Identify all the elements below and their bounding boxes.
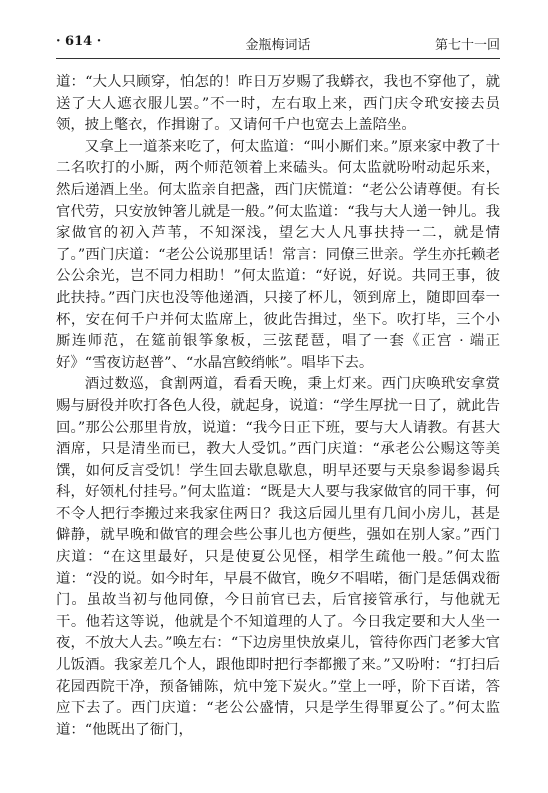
page-number: · 614 · <box>56 34 102 49</box>
header-rule <box>56 58 500 59</box>
paragraph: 又拿上一道茶来吃了，何太监道：“叫小厮们来。”原来家中教了十二名吹打的小厮，两个师范领着上来磕头。何太监就吩咐动起乐来，然后递酒上坐。何太监亲自把盏，西门庆慌道：“老公公请尊便。有长官代劳，只安放钟箸儿就是一般。”何太监道：“我与大人递一钟儿。我家做官的初入芦苇，不知深浅，望乞大人凡事扶持一二，就是情了。”西门庆道：“老公公说那里话！常言：同僚三世亲。学生亦托赖老公公余光，岂不同力相助！”何太监道：“好说，好说。共同王事，彼此扶持。”西门庆也没等他递酒，只接了杯儿，领到席上，随即回奉一杯，安在何千户并何太监席上，彼此告揖过，坐下。吹打毕，三个小厮连师范，在筵前银筝象板，三弦琵琶，唱了一套《正宫 · 端正好》“雪夜访赵普”、“水晶宫鲛绡帐”。唱毕下去。 <box>56 138 500 371</box>
body-text <box>56 72 500 741</box>
chapter-title: 第七十一回 <box>434 38 500 53</box>
book-title: 金瓶梅词话 <box>245 38 311 53</box>
running-header <box>56 34 500 56</box>
paragraph: 酒过数巡，食割两道，看看天晚，秉上灯来。西门庆唤玳安拿赏赐与厨役并吹打各色人役，就起身，说道：“学生厚扰一日了，就此告回。”那公公那里肯放，说道：“我今日正下班，要与大人请教。有甚大酒席，只是清坐而已，教大人受饥。”西门庆道：“承老公公赐这等美馔，如何反言受饥！学生回去歇息歇息，明早还要与天泉参谒参谒兵科，好领札付挂号。”何太监道：“既是大人要与我家做官的同干事，何不令人把行李搬过来我家住两日？我这后园儿里有几间小房儿，甚是僻静，就早晚和做官的理会些公事儿也方便些，强如在别人家。”西门庆道：“在这里最好，只是使夏公见怪，相学生疏他一般。”何太监道：“没的说。如今时年，早晨不做官，晚夕不唱喏，衙门是恁偶戏衙门。虽故当初与他同僚，今日前官已去，后官接管承行，与他就无干。他若这等说，他就是个不知道理的人了。今日我定要和大人坐一夜，不放大人去。”唤左右：“下边房里快放桌儿，管待你西门老爹大官儿饭酒。我家差几个人，跟他即时把行李都搬了来。”又吩咐：“打扫后花园西院干净，预备铺陈，炕中笼下炭火。”堂上一呼，阶下百诺，答应下去了。西门庆道：“老公公盛情，只是学生得罪夏公了。”何太监道：“他既出了衙门， <box>56 376 500 738</box>
paragraph: 道：“大人只顾穿，怕怎的！昨日万岁赐了我蟒衣，我也不穿他了，就送了大人遮衣服儿罢。”不一时，左右取上来，西门庆令玳安接去员领，披上氅衣，作揖谢了。又请何千户也宽去上盖陪坐。 <box>56 74 500 134</box>
